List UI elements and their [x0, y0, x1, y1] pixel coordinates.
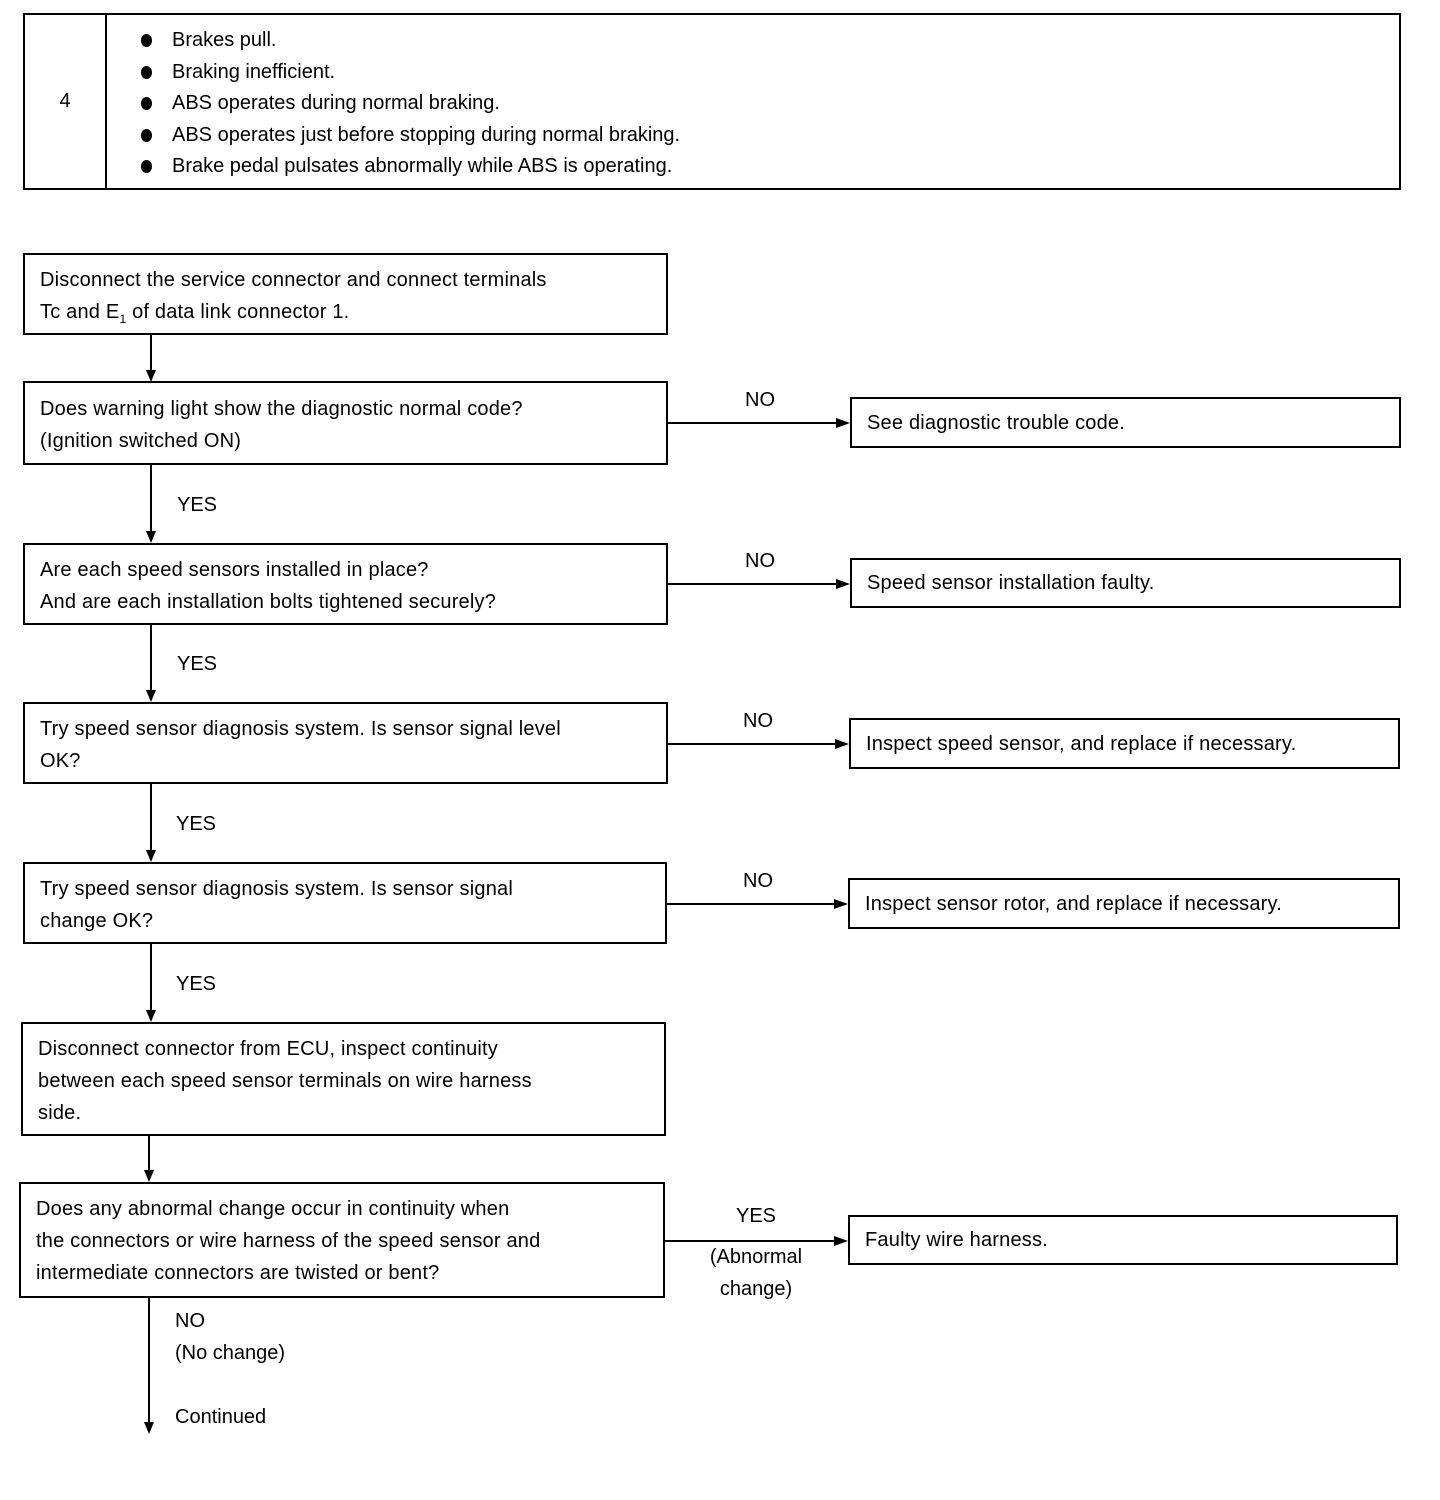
arrow-right-icon	[836, 418, 850, 428]
arrow-down-icon	[144, 1422, 154, 1434]
arrow-down-icon	[146, 1010, 156, 1022]
flow-step-1: Disconnect the service connector and connect terminals Tc and $E_1$ of data link connector 1.	[23, 253, 668, 335]
continue-label-yes: YES	[177, 653, 218, 675]
result-box: Speed sensor installation faulty.	[850, 558, 1401, 608]
branch-label-yes: YES	[735, 1205, 777, 1227]
result-box: Inspect sensor rotor, and replace if necessary.	[848, 878, 1400, 929]
result-box: Inspect speed sensor, and replace if necessary.	[849, 718, 1400, 769]
symptom-item: Braking inefficient.	[141, 57, 680, 89]
flow-step-3: Are each speed sensors installed in place? And are each installation bolts tightened securely?	[23, 543, 668, 625]
branch-label-no: NO	[745, 389, 775, 411]
continue-label-no: NO	[175, 1310, 205, 1332]
continue-label-yes: YES	[176, 973, 217, 995]
bullet-icon	[141, 160, 152, 173]
branch-label-no: NO	[743, 710, 773, 732]
arrow-right-icon	[834, 1236, 848, 1246]
symptom-list	[107, 15, 680, 188]
result-box: See diagnostic trouble code.	[850, 397, 1401, 448]
continue-label-yes: YES	[176, 813, 217, 835]
arrow-down-icon	[146, 690, 156, 702]
bullet-icon	[141, 34, 152, 47]
flow-step-7: Does any abnormal change occur in continuity when the connectors or wire harness of the speed sensor and intermediate connectors are twisted or bent?	[19, 1182, 665, 1298]
connector-line	[150, 625, 152, 692]
continue-label-yes: YES	[177, 494, 218, 516]
branch-label-no: NO	[743, 870, 773, 892]
connector-line	[150, 944, 152, 1012]
bullet-icon	[141, 129, 152, 142]
branch-sublabel: change)	[719, 1278, 793, 1300]
flow-step-5: Try speed sensor diagnosis system. Is sensor signal change OK?	[23, 862, 667, 944]
connector-line	[148, 1298, 150, 1424]
arrow-down-icon	[146, 850, 156, 862]
symptom-item: ABS operates during normal braking.	[141, 88, 680, 120]
connector-line	[150, 784, 152, 852]
flow-step-2: Does warning light show the diagnostic normal code? (Ignition switched ON)	[23, 381, 668, 465]
symptom-number: 4	[25, 15, 107, 188]
connector-line	[150, 465, 152, 533]
branch-line	[667, 903, 839, 905]
arrow-down-icon	[144, 1170, 154, 1182]
branch-line	[668, 422, 840, 424]
bullet-icon	[141, 66, 152, 79]
flow-step-4: Try speed sensor diagnosis system. Is sensor signal level OK?	[23, 702, 668, 784]
connector-line	[150, 335, 152, 371]
branch-sublabel: (Abnormal	[709, 1246, 803, 1268]
arrow-right-icon	[835, 739, 849, 749]
branch-label-no: NO	[745, 550, 775, 572]
bullet-icon	[141, 97, 152, 110]
connector-line	[148, 1136, 150, 1172]
arrow-down-icon	[146, 531, 156, 543]
arrow-right-icon	[836, 579, 850, 589]
continue-sublabel: (No change)	[175, 1342, 286, 1364]
result-box: Faulty wire harness.	[848, 1215, 1398, 1265]
continued-label: Continued	[175, 1406, 267, 1428]
symptom-item: Brake pedal pulsates abnormally while ABS is operating.	[141, 151, 680, 183]
symptom-table	[23, 13, 1401, 190]
flow-step-6: Disconnect connector from ECU, inspect continuity between each speed sensor terminals on wire harness side.	[21, 1022, 666, 1136]
symptom-item: Brakes pull.	[141, 25, 680, 57]
arrow-right-icon	[834, 899, 848, 909]
branch-line	[668, 743, 840, 745]
symptom-item: ABS operates just before stopping during normal braking.	[141, 120, 680, 152]
branch-line	[668, 583, 840, 585]
